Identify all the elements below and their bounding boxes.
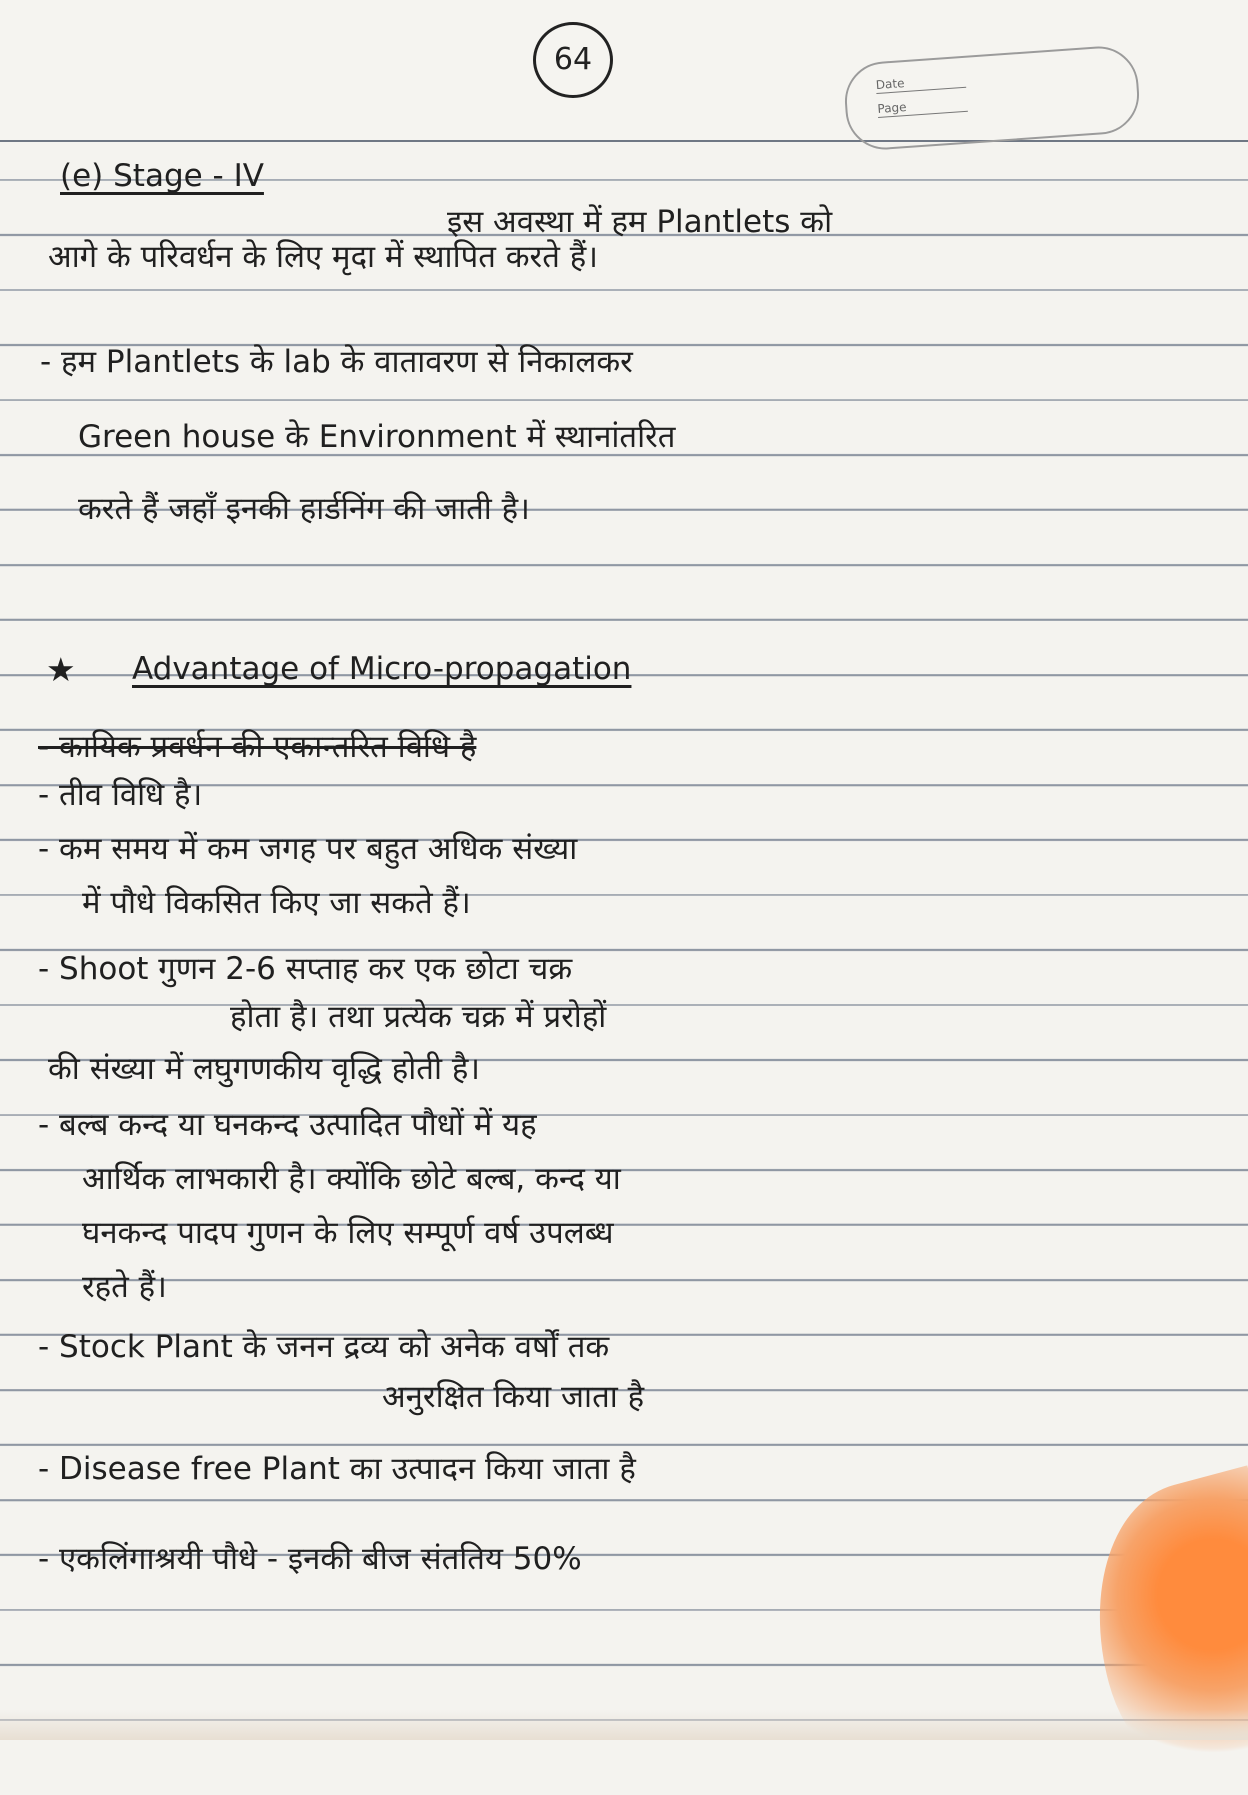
advantage-4-line-2: होता है। तथा प्रत्येक चक्र में प्ररोहों — [230, 999, 607, 1035]
star-icon: ★ — [46, 650, 76, 689]
bottom-shadow — [0, 1710, 1248, 1740]
advantages-heading: Advantage of Micro-propagation — [132, 651, 632, 687]
advantage-5-line-2: आर्थिक लाभकारी है। क्योंकि छोटे बल्ब, कन्द या — [82, 1161, 621, 1197]
advantage-3: - कम समय में कम जगह पर बहुत अधिक संख्या — [38, 831, 578, 867]
advantage-6: - Stock Plant के जनन द्रव्य को अनेक वर्षों तक — [38, 1329, 610, 1365]
advantage-4-line-3: की संख्या में लघुगणकीय वृद्धि होती है। — [48, 1051, 481, 1087]
advantage-1: - कायिक प्रवर्धन की एकान्तरित विधि है — [38, 729, 477, 765]
stage-heading: (e) Stage - IV — [60, 158, 264, 194]
stage-bullet-1-line-3: करते हैं जहाँ इनकी हार्डनिंग की जाती है। — [78, 491, 530, 527]
orange-smudge — [1064, 1465, 1248, 1794]
advantage-7: - Disease free Plant का उत्पादन किया जाता है — [38, 1451, 636, 1487]
stage-line-2: आगे के परिवर्धन के लिए मृदा में स्थापित करते हैं। — [48, 239, 598, 275]
advantage-5-line-3: घनकन्द पादप गुणन के लिए सम्पूर्ण वर्ष उपलब्ध — [82, 1215, 614, 1251]
advantage-2: - तीव विधि है। — [38, 777, 203, 813]
advantage-8: - एकलिंगाश्रयी पौधे - इनकी बीज संततिय 50% — [38, 1541, 582, 1577]
advantage-5: - बल्ब कन्द या घनकन्द उत्पादित पौधों में यह — [38, 1107, 537, 1143]
page-label: Page — [877, 96, 968, 118]
page-number: 64 — [533, 22, 613, 98]
stage-line-1: इस अवस्था में हम Plantlets को — [447, 204, 833, 240]
stage-bullet-1-line-2: Green house के Environment में स्थानांतरित — [78, 419, 676, 455]
advantage-5-line-4: रहते हैं। — [82, 1269, 167, 1305]
advantage-4: - Shoot गुणन 2-6 सप्ताह कर एक छोटा चक्र — [38, 951, 573, 987]
top-rule — [0, 140, 1248, 142]
advantage-6-line-2: अनुरक्षित किया जाता है — [382, 1379, 645, 1415]
date-label: Date — [875, 72, 966, 94]
stage-bullet-1: - हम Plantlets के lab के वातावरण से निकालकर — [40, 344, 633, 380]
advantage-3-line-2: में पौधे विकसित किए जा सकते हैं। — [82, 885, 471, 921]
